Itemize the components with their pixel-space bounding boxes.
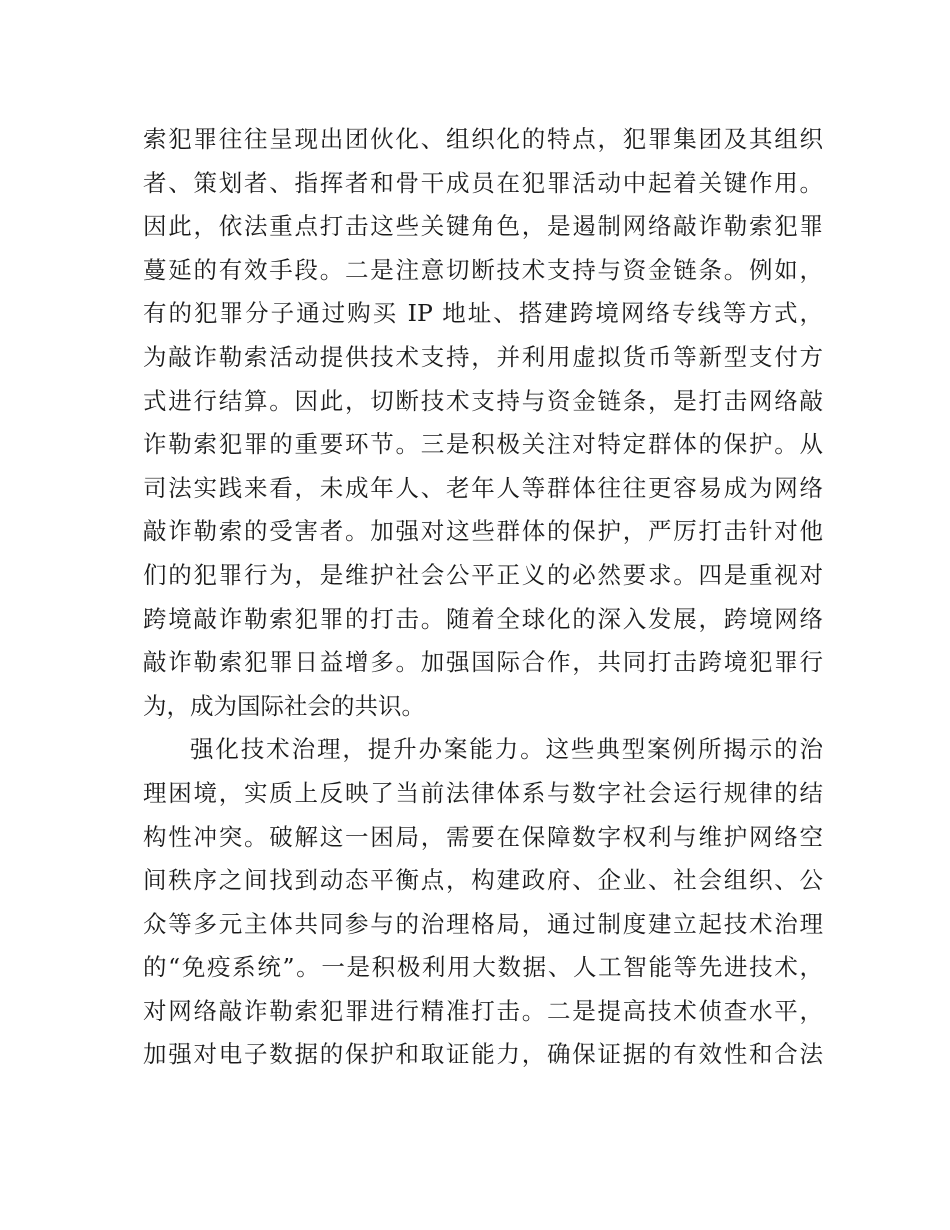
body-text (143, 118, 823, 1077)
text-line: 者、策划者、指挥者和骨干成员在犯罪活动中起着关键作用。 (143, 168, 823, 197)
text-line: 跨境敲诈勒索犯罪的打击。随着全球化的深入发展，跨境网络 (143, 604, 823, 633)
text-line: 为，成为国际社会的共识。 (143, 691, 425, 720)
text-line: 为敲诈勒索活动提供技术支持，并利用虚拟货币等新型支付方 (143, 342, 823, 371)
text-line: 间秩序之间找到动态平衡点，构建政府、企业、社会组织、公 (143, 866, 823, 895)
text-line: 诈勒索犯罪的重要环节。三是积极关注对特定群体的保护。从 (143, 430, 823, 459)
text-line: 因此，依法重点打击这些关键角色，是遏制网络敲诈勒索犯罪 (143, 212, 823, 241)
paragraph-2 (143, 728, 823, 1077)
text-line: 索犯罪往往呈现出团伙化、组织化的特点，犯罪集团及其组织 (143, 125, 823, 153)
text-line: 理困境，实质上反映了当前法律体系与数字社会运行规律的结 (143, 778, 823, 807)
text-line: 有的犯罪分子通过购买 IP 地址、搭建跨境网络专线等方式， (143, 299, 823, 328)
text-line: 众等多元主体共同参与的治理格局，通过制度建立起技术治理 (143, 909, 823, 938)
text-line: 敲诈勒索犯罪日益增多。加强国际合作，共同打击跨境犯罪行 (143, 648, 823, 677)
text-line: 司法实践来看，未成年人、老年人等群体往往更容易成为网络 (143, 473, 823, 502)
text-line: 敲诈勒索的受害者。加强对这些群体的保护，严厉打击针对他 (143, 517, 823, 546)
text-line: 对网络敲诈勒索犯罪进行精准打击。二是提高技术侦查水平， (143, 996, 823, 1025)
paragraph-1 (143, 118, 823, 728)
text-line: 蔓延的有效手段。二是注意切断技术支持与资金链条。例如， (143, 255, 823, 284)
text-line: 式进行结算。因此，切断技术支持与资金链条，是打击网络敲 (143, 386, 823, 415)
text-line: 们的犯罪行为，是维护社会公平正义的必然要求。四是重视对 (143, 560, 823, 589)
text-line: 构性冲突。破解这一困局，需要在保障数字权利与维护网络空 (143, 822, 823, 851)
text-line: 加强对电子数据的保护和取证能力，确保证据的有效性和合法 (143, 1040, 823, 1069)
text-line: 的“免疫系统”。一是积极利用大数据、人工智能等先进技术， (143, 953, 823, 982)
text-line: 强化技术治理，提升办案能力。这些典型案例所揭示的治 (190, 735, 823, 764)
